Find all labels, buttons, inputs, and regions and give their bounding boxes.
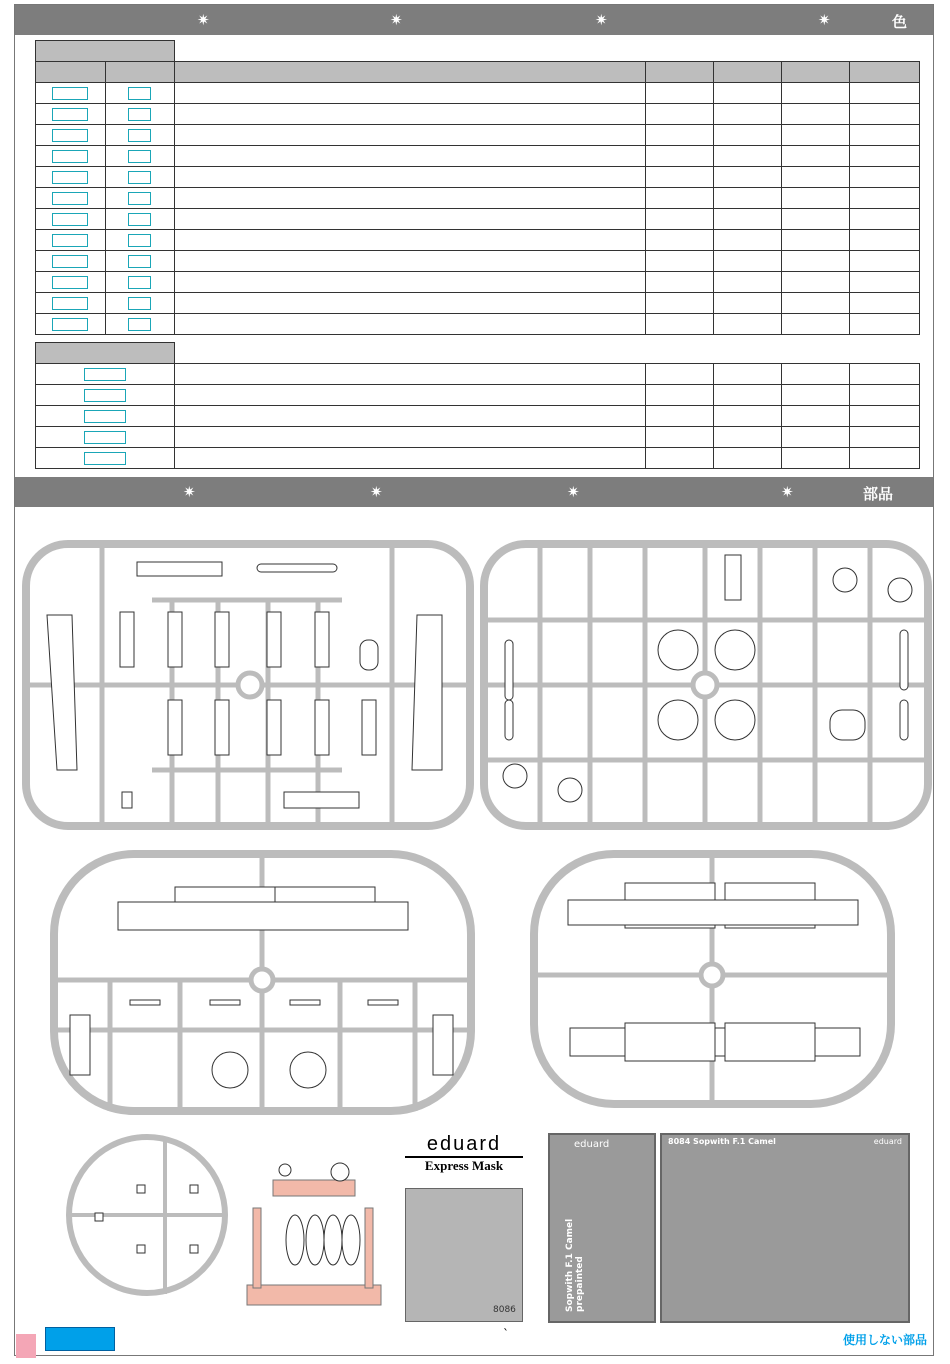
pe-right-title: 8084 Sopwith F.1 Camel (668, 1137, 776, 1146)
table-row (36, 427, 920, 448)
sprue-a (22, 540, 474, 830)
mask-product: Express Mask (424, 1158, 504, 1173)
star-icon: ✷ (370, 483, 383, 501)
star-icon: ✷ (781, 483, 794, 501)
table-row (36, 364, 920, 385)
table-row (36, 167, 920, 188)
table-row (36, 188, 920, 209)
express-mask (405, 1133, 523, 1323)
star-icon: ✷ (818, 11, 831, 29)
paint-table-secondary (35, 342, 920, 469)
mask-sheet (405, 1188, 523, 1322)
pe-vertical-text: Sopwith F.1 Camel prepainted (565, 1218, 585, 1312)
star-icon: ✷ (197, 11, 210, 29)
color-header-band (15, 5, 933, 35)
photoetch-right (660, 1133, 910, 1323)
pe-left-brand: eduard (574, 1139, 610, 1150)
sprue-d-drawing (530, 850, 895, 1108)
table-row (36, 104, 920, 125)
photoetch-left (548, 1133, 656, 1323)
unused-parts-legend-swatch (45, 1327, 115, 1351)
table-row (36, 293, 920, 314)
pink-marker (16, 1334, 36, 1358)
paint-table (35, 40, 920, 335)
table-row (36, 83, 920, 104)
pe-right-brand: eduard (873, 1137, 902, 1146)
clear-parts-drawing (65, 1133, 230, 1298)
table-row (36, 146, 920, 167)
star-icon: ✷ (183, 483, 196, 501)
mask-code: 8086 (493, 1305, 516, 1315)
color-header-label: 色 (892, 13, 908, 31)
table-row (36, 314, 920, 335)
table-row (36, 448, 920, 469)
star-icon: ✷ (595, 11, 608, 29)
resin-parts (245, 1160, 385, 1310)
table-row (36, 209, 920, 230)
sprue-b-drawing (480, 540, 932, 830)
table-row (36, 385, 920, 406)
table-row (36, 230, 920, 251)
sprue-d (530, 850, 895, 1108)
table-row (36, 251, 920, 272)
parts-header-band (15, 477, 933, 507)
mask-brand: eduard (405, 1133, 523, 1158)
resin-parts-drawing (245, 1160, 385, 1310)
clear-parts-sprue (65, 1133, 230, 1298)
sprue-c (50, 850, 475, 1115)
star-icon: ✷ (567, 483, 580, 501)
parts-header-label: 部品 (863, 485, 894, 503)
table-row (36, 125, 920, 146)
unused-parts-label: 使用しない部品 (843, 1333, 928, 1347)
footer-tick: ` (503, 1327, 509, 1341)
table-row (36, 406, 920, 427)
table-row (36, 272, 920, 293)
sprue-a-drawing (22, 540, 474, 830)
sprue-b (480, 540, 932, 830)
sprue-c-drawing (50, 850, 475, 1115)
star-icon: ✷ (390, 11, 403, 29)
